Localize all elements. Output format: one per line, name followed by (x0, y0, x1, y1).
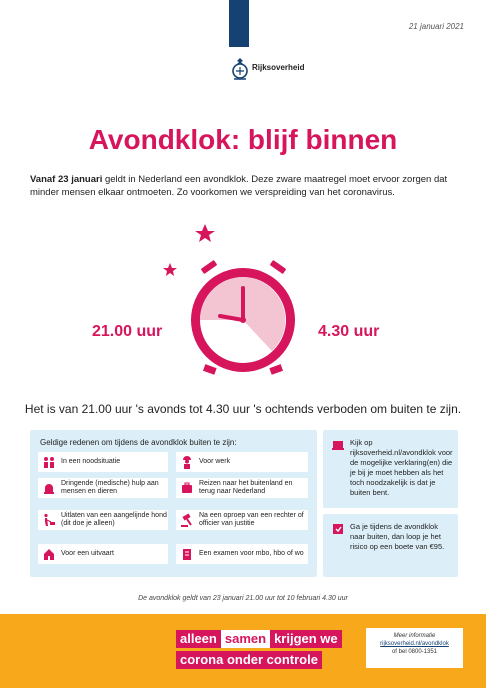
slogan-word: krijgen we (270, 630, 342, 648)
crest-icon (230, 56, 250, 82)
dog-walker-icon (42, 513, 56, 527)
info-box-verification (323, 430, 458, 508)
verification-text: Kijk op rijksoverheid.nl/avondklok voor de mogelijke verklaring(en) die je bij je moet hebben als het toch noodzakelijk is dat je buiten bent. (350, 438, 453, 497)
intro-date: Vanaf 23 januari (30, 174, 103, 185)
valid-reasons-box (30, 430, 317, 577)
page-title: Avondklok: blijf binnen (88, 124, 398, 155)
star-icon (195, 224, 215, 242)
reason-item: Na een oproep van een rechter of officier van justitie (176, 510, 308, 530)
more-info-box (366, 628, 463, 668)
slogan-word: alleen (176, 630, 221, 648)
info-box-fine (323, 514, 458, 577)
reasons-title: Geldige redenen om tijdens de avondklok buiten te zijn: (40, 438, 237, 447)
intro-rest: geldt in Nederland een avondklok. Deze zware maatregel moet ervoor zorgen dat minder mensen elkaar ontmoeten. Zo voorkomen we verspreiding van het coronavirus. (30, 174, 448, 198)
reason-item: Voor een uitvaart (38, 544, 168, 564)
curfew-rule: Het is van 21.00 uur 's avonds tot 4.30 uur 's ochtends verboden om buiten te zijn. (24, 402, 462, 416)
campaign-slogan (176, 630, 342, 672)
government-logo-bar (229, 0, 249, 47)
slogan-word: samen (221, 630, 270, 648)
people-icon (42, 455, 56, 469)
fine-text: Ga je tijdens de avondklok naar buiten, dan loop je het risico op een boete van €95. (350, 522, 445, 551)
slogan-line: corona onder controle (176, 651, 322, 669)
suitcase-icon (180, 481, 194, 495)
reason-item: Uitlaten van een aangelijnde hond (dit doe je alleen) (38, 510, 168, 530)
intro-text (30, 173, 460, 199)
chapel-icon (42, 547, 56, 561)
reason-item: Een examen voor mbo, hbo of wo (176, 544, 308, 564)
gavel-icon (180, 513, 194, 527)
clock-illustration (140, 220, 346, 380)
end-time: 4.30 uur (318, 323, 380, 340)
reason-item: In een noodsituatie (38, 452, 168, 472)
fine-icon (331, 522, 345, 536)
reason-item: Voor werk (176, 452, 308, 472)
reason-item: Reizen naar het buitenland en terug naar Nederland (176, 478, 308, 498)
exam-icon (180, 547, 194, 561)
info-link[interactable]: rijksoverheid.nl/avondklok (380, 641, 449, 647)
siren-icon (42, 481, 56, 495)
info-label: Meer informatie (393, 633, 436, 639)
star-icon (163, 263, 177, 276)
validity-footnote: De avondklok geldt van 23 januari 21.00 uur tot 10 februari 4.30 uur (138, 595, 348, 602)
publication-date: 21 januari 2021 (408, 22, 464, 31)
government-name: Rijksoverheid (252, 63, 305, 72)
moon-icon (303, 233, 327, 259)
info-phone: of bel 0800-1351 (391, 649, 438, 655)
laptop-icon (331, 438, 345, 452)
start-time: 21.00 uur (92, 323, 163, 340)
reason-item: Dringende (medische) hulp aan mensen en dieren (38, 478, 168, 498)
worker-icon (180, 455, 194, 469)
